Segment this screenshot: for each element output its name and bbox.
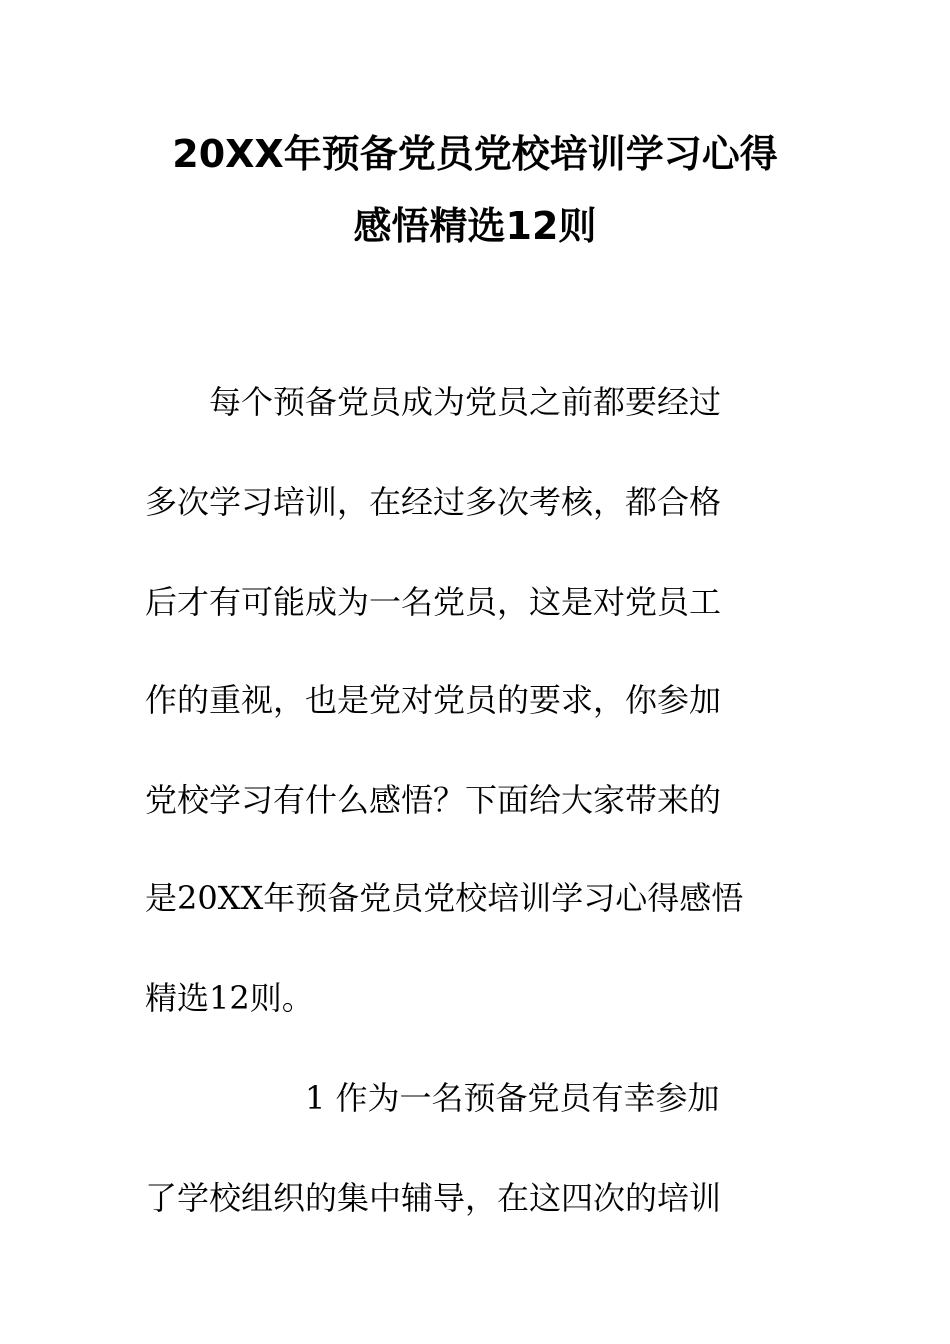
intro-line-2: 多次学习培训，在经过多次考核，都合格	[145, 483, 722, 521]
intro-line-4: 作的重视，也是党对党员的要求，你参加	[145, 681, 722, 719]
intro-line-7: 精选12则。	[145, 979, 314, 1017]
intro-line-3: 后才有可能成为一名党员，这是对党员工	[145, 583, 722, 621]
section1-line-1: 1 作为一名预备党员有幸参加	[145, 1079, 720, 1117]
document-title-line-1: 20XX年预备党员党校培训学习心得	[172, 132, 778, 176]
intro-line-6: 是20XX年预备党员党校培训学习心得感悟	[145, 879, 744, 917]
intro-line-1: 每个预备党员成为党员之前都要经过	[145, 383, 722, 421]
section1-line-2: 了学校组织的集中辅导，在这四次的培训	[145, 1179, 722, 1217]
intro-line-5: 党校学习有什么感悟？下面给大家带来的	[145, 781, 722, 819]
document-title-line-2: 感悟精选12则	[353, 204, 597, 248]
